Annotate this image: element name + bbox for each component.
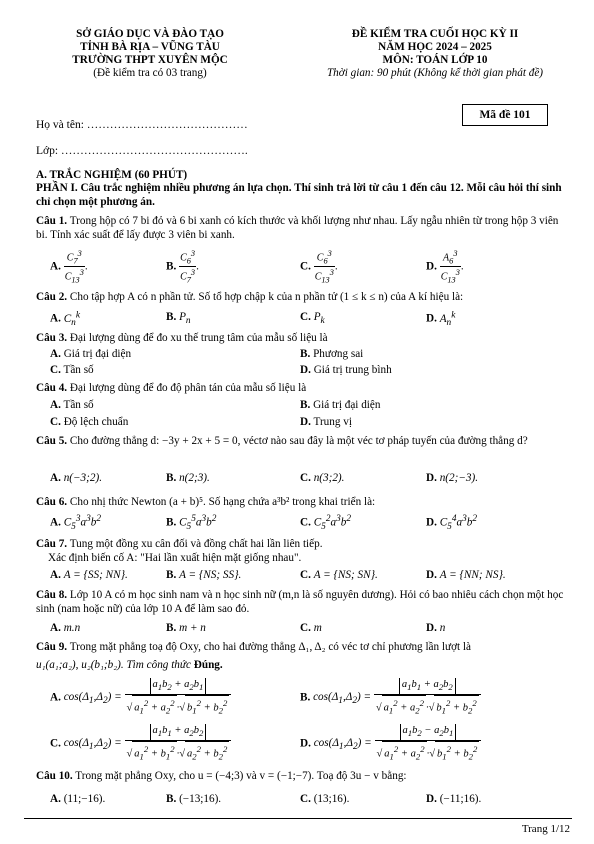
- exam-title: ĐỀ KIỂM TRA CUỐI HỌC KỲ II: [351, 28, 519, 40]
- q6-option-a[interactable]: A. $C_5^3a^3b^2$: [50, 514, 102, 532]
- q8-option-b[interactable]: B. m + n: [166, 622, 206, 634]
- q8-option-c[interactable]: C. m: [300, 622, 322, 634]
- part1-instructions: PHẦN I. Câu trắc nghiệm nhiều phương án lựa chọn. Thí sinh trả lời từ câu 1 đến câu 12. Mỗi câu hỏi thí sinh chỉ chọn một phương án.: [36, 182, 562, 208]
- q5-option-a[interactable]: A. n(−3;2).: [50, 472, 102, 484]
- question-7: Câu 7. Tung một đồng xu cân đối và đồng chất hai lần liên tiếp.: [36, 538, 323, 550]
- question-text: Trong hộp có 7 bi đỏ và 6 bi xanh có kích thước và khối lượng như nhau. Lấy ngẫu nhiên từ trong hộp 3 viên bi. Tính xác suất để lấy được 3 viên bi xanh.: [36, 215, 559, 241]
- question-1: [36, 214, 572, 242]
- q9-option-a[interactable]: A. $\cos(\Delta_1,\Delta_2)$ = $\frac{a_1b_2 + a_2b_1}{√ a_1^2 + a_2^2 \cdot√ b_1^2 + b_2^2}$: [50, 678, 231, 718]
- subject: MÔN: TOÁN LỚP 10: [382, 54, 488, 66]
- q10-options: [36, 792, 576, 808]
- q3-option-d[interactable]: D. Giá trị trung bình: [300, 364, 392, 376]
- q6-options: [36, 514, 576, 532]
- q10-option-d[interactable]: D. (−11;16).: [426, 793, 482, 805]
- question-7-line2: Xác định biến cố A: "Hai lần xuất hiện mặt giống nhau".: [48, 552, 302, 564]
- question-5: Câu 5. Cho đường thẳng d: −3y + 2x + 5 = 0, véctơ nào sau đây là một véc tơ pháp tuyến của đường thẳng d?: [36, 435, 528, 447]
- student-class-field: Lớp: ………………………………………….: [36, 145, 248, 157]
- q9-option-row-2: [36, 724, 576, 760]
- header-right: [300, 28, 570, 80]
- q3-option-c[interactable]: C. Tần số: [50, 364, 94, 376]
- q3-option-a[interactable]: A. Giá trị đại diện: [50, 348, 132, 360]
- question-number: Câu 1.: [36, 215, 68, 227]
- q10-option-c[interactable]: C. (13;16).: [300, 793, 350, 805]
- q9-option-row-1: [36, 678, 576, 714]
- q7-option-d[interactable]: D. A = {NN; NS}.: [426, 569, 506, 581]
- q2-option-d[interactable]: D. $A_n^k$: [426, 310, 456, 328]
- q9-option-d[interactable]: D. $\cos(\Delta_1,\Delta_2)$ = $\frac{a_1b_2 - a_2b_1}{√ a_1^2 + a_2^2 \cdot√ b_1^2 + b_2^2}$: [300, 724, 481, 764]
- question-8: Câu 8. Lớp 10 A có m học sinh nam và n học sinh nữ (m,n là số nguyên dương). Hỏi có bao nhiêu cách chọn một học sinh (nam hoặc nữ) của lớp 10 A để làm sao đỏ.: [36, 589, 564, 615]
- time-limit: Thời gian: 90 phút (Không kể thời gian phát đề): [326, 67, 544, 79]
- question-4: Câu 4. Đại lượng dùng để đo độ phân tán của mẫu số liệu là: [36, 382, 307, 394]
- q1-option-c[interactable]: C. $\frac{C_6^3}{C_{13}^3}$ .: [300, 249, 338, 285]
- q1-options: [36, 248, 576, 285]
- q1-option-a[interactable]: A. $\frac{C_7^3}{C_{13}^3}$ .: [50, 249, 88, 285]
- q8-option-d[interactable]: D. n: [426, 622, 446, 634]
- q2-option-a[interactable]: A. $C_n^k$: [50, 310, 80, 328]
- page-number: Trang 1/12: [521, 823, 570, 835]
- q6-option-d[interactable]: D. $C_5^4a^3b^2$: [426, 514, 478, 532]
- q7-options: [36, 568, 576, 584]
- q4-options: [36, 398, 576, 430]
- q4-option-c[interactable]: C. Độ lệch chuẩn: [50, 416, 129, 428]
- school-name: TRƯỜNG THPT XUYÊN MỘC: [72, 54, 228, 66]
- q2-option-b[interactable]: B. $P_n$: [166, 311, 191, 327]
- q5-option-c[interactable]: C. n(3;2).: [300, 472, 345, 484]
- q3-options: [36, 347, 576, 379]
- q9-option-b[interactable]: B. $\cos(\Delta_1,\Delta_2)$ = $\frac{a_1b_1 + a_2b_2}{√ a_1^2 + a_2^2 \cdot√ b_1^2 + b_2^2}$: [300, 678, 481, 718]
- dept-name: SỞ GIÁO DỤC VÀ ĐÀO TẠO: [76, 28, 224, 40]
- exam-code-box: Mã đề 101: [462, 104, 548, 126]
- header-left: [30, 28, 270, 80]
- q2-options: [36, 310, 576, 326]
- q3-option-b[interactable]: B. Phương sai: [300, 348, 364, 360]
- question-2: Câu 2. Cho tập hợp A có n phần tử. Số tổ hợp chập k của n phần tử (1 ≤ k ≤ n) của A kí hiệu là:: [36, 291, 464, 303]
- q6-option-c[interactable]: C. $C_5^2a^3b^2$: [300, 514, 352, 532]
- question-3: Câu 3. Đại lượng dùng để đo xu thế trung tâm của mẫu số liệu là: [36, 332, 328, 344]
- province-name: TỈNH BÀ RỊA – VŨNG TÀU: [80, 41, 220, 53]
- q10-option-b[interactable]: B. (−13;16).: [166, 793, 222, 805]
- q4-option-d[interactable]: D. Trung vị: [300, 416, 352, 428]
- student-name-field: Họ và tên: ……………………………………: [36, 119, 248, 131]
- q10-option-a[interactable]: A. (11;−16).: [50, 793, 106, 805]
- q9-option-c[interactable]: C. $\cos(\Delta_1,\Delta_2)$ = $\frac{a_1b_1 + a_2b_2}{√ a_1^2 + b_1^2 \cdot√ a_2^2 + b_2^2}$: [50, 724, 231, 764]
- q8-options: [36, 621, 576, 637]
- q5-option-d[interactable]: D. n(2;−3).: [426, 472, 478, 484]
- school-year: NĂM HỌC 2024 – 2025: [378, 41, 492, 53]
- q5-option-b[interactable]: B. n(2;3).: [166, 472, 210, 484]
- q7-option-b[interactable]: B. A = {NS; SS}.: [166, 569, 242, 581]
- page-count-note: (Đề kiểm tra có 03 trang): [93, 67, 207, 79]
- question-10: Câu 10. Trong mặt phẳng Oxy, cho u = (−4;3) và v = (−1;−7). Toạ độ 3u − v bằng:: [36, 770, 407, 782]
- question-6: Câu 6. Cho nhị thức Newton (a + b)⁵. Số hạng chứa a³b² trong khai triển là:: [36, 496, 376, 508]
- q1-option-d[interactable]: D. $\frac{A_6^3}{C_{13}^3}$ .: [426, 249, 464, 285]
- question-9-line2: u₁(a₁;a₂), u₂(b₁;b₂). Tìm công thức Đúng.: [36, 659, 223, 671]
- q7-option-c[interactable]: C. A = {NS; SN}.: [300, 569, 378, 581]
- q1-option-b[interactable]: B. $\frac{C_6^3}{C_7^3}$ .: [166, 249, 199, 285]
- q5-options: [36, 471, 576, 487]
- q2-option-c[interactable]: C. $P_k$: [300, 311, 325, 327]
- q4-option-a[interactable]: A. Tần số: [50, 399, 94, 411]
- q7-option-a[interactable]: A. A = {SS; NN}.: [50, 569, 128, 581]
- footer-divider: [24, 818, 572, 819]
- q4-option-b[interactable]: B. Giá trị đại diện: [300, 399, 381, 411]
- section-a-title: A. TRẮC NGHIỆM (60 PHÚT): [36, 169, 188, 181]
- question-9: Câu 9. Trong mặt phẳng toạ độ Oxy, cho hai đường thẳng Δ₁, Δ₂ có véc tơ chỉ phương lần lượt là: [36, 641, 471, 653]
- q6-option-b[interactable]: B. $C_5^5a^3b^2$: [166, 514, 217, 532]
- q8-option-a[interactable]: A. m.n: [50, 622, 81, 634]
